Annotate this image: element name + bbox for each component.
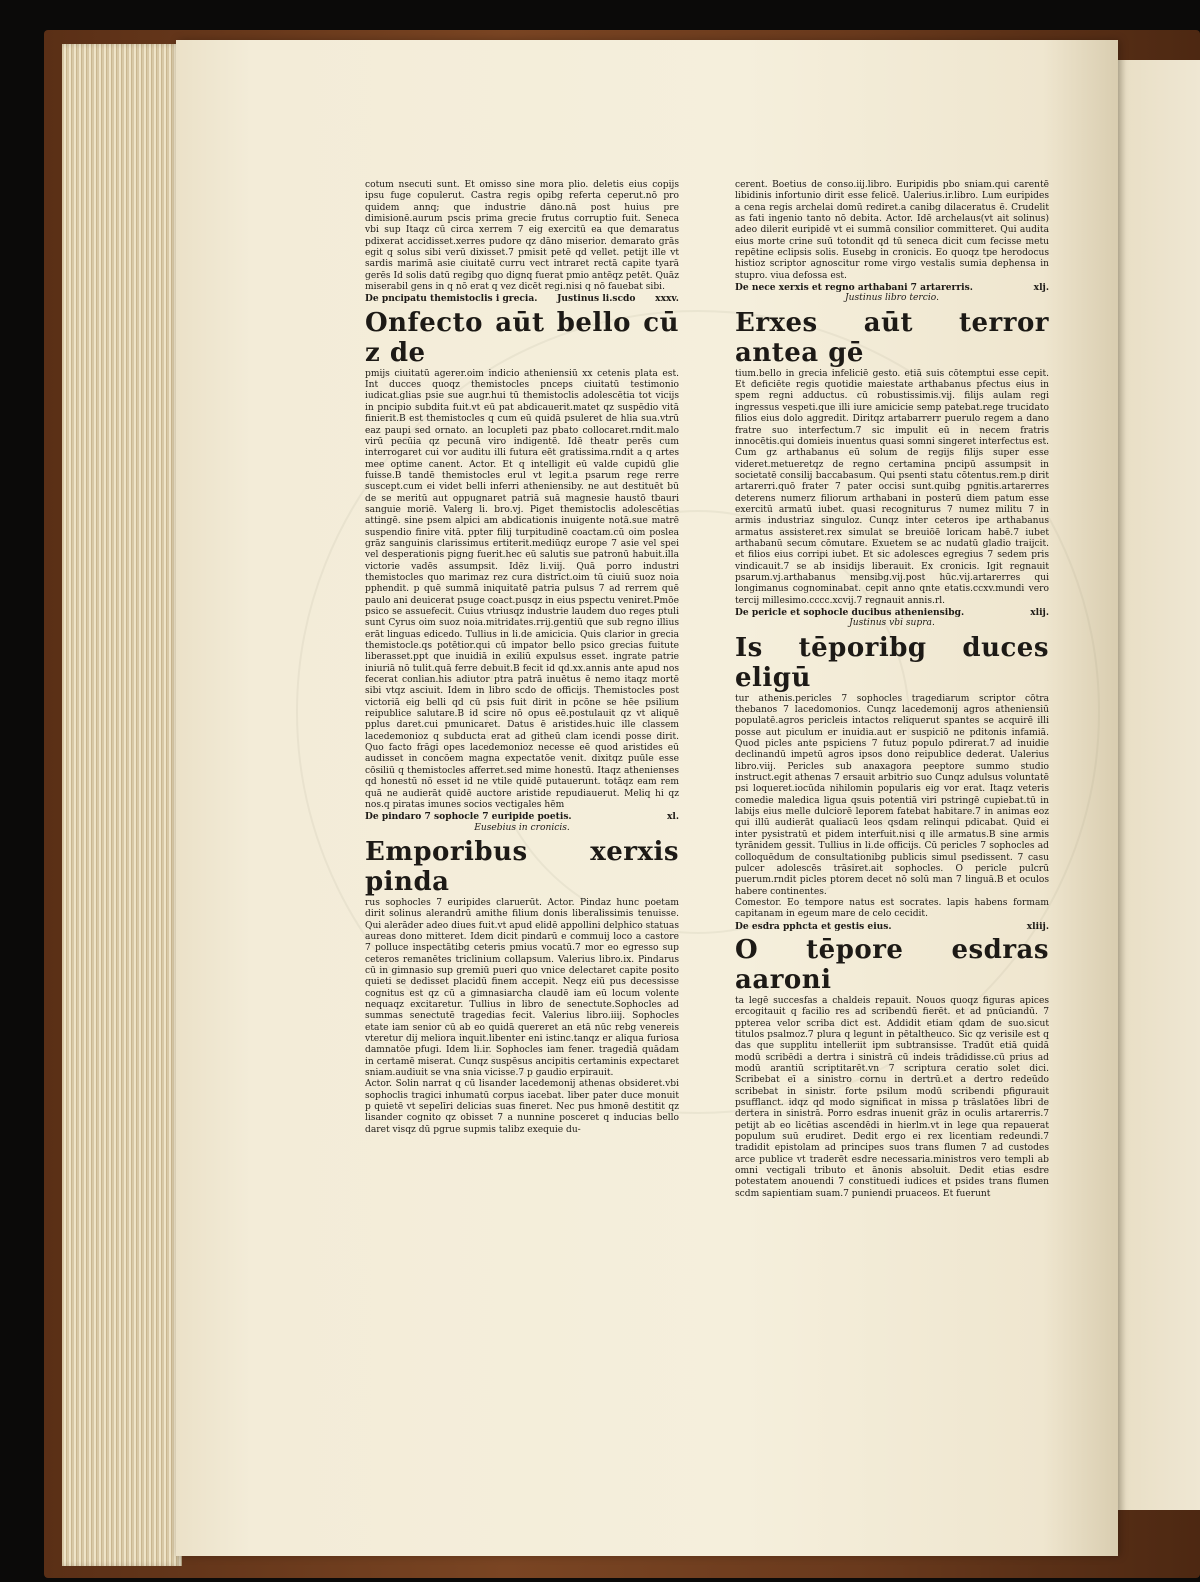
right-paragraph-pericles: tur athenis.pericles 7 sophocles tragediarum scriptor cōtra thebanos 7 lacedomonios. Cunqz lacedemonij agros atheniensiū populatē.agros pericleis intactos reliquerut spantes se acquirē illi posse aut piculum er inuidia.aut er suspiciō ne pditonis infamiā. Quod picles ante pspiciens 7 futuz populo pdirerat.7 ad inuidie declinandū impetū agros ipsos dono reipublice dederat. Ualerius libro.viij. Pericles sub anaxagora peeptore summo studio instruct.egit athenas 7 ersauit arbitrio suo Cunqz adulsus voluntatē psi loqueret.iocūda nihilomin popularis eig vor erat. Itaqz veteris comedie maledica ligua qsuis potentiā viri pstringē cupiebat.tū in labijs eius melle dulciorē leporem fatebat habitare.7 in animas eoz qui illū audierāt qualiacū leos qsdam relinqui pdicabat. Quid ei inter pysistratū et pidem interfuit.nisi q ille armatus.B sine armis tyrānidem gessit. Tullius in li.de officijs. Cū pericles 7 sophocles ad colloquēdum de consultationibg publicis simul psedissent. 7 casu pulcer adolescēs trāsiret.ait sophocles. O pericle pulcrū puerum.rndit picles ptorem decet nō solū man 7 linguā.B et oculos habere continentes. <box>735 693 1049 897</box>
right-paragraph-comestor: Comestor. Eo tempore natus est socrates. lapis habens formam capitanam in egeum mare de celo cecidit. <box>735 897 1049 920</box>
right-text-column <box>735 180 1049 1200</box>
left-top-paragraph: cotum nsecuti sunt. Et omisso sine mora plio. deletis eius copijs ipsu fuge copulerut. Castra regis opibg referta ceperut.nō pro quidem annq; que industrie dāno.nā post huius pre dimisionē.aurum pscis prima grecie frutus corruptio fuit. Seneca vbi sup Itaqz cū circa xerrem 7 eig exercitū ea que demaratus pdixerat accidisset.xerres pudore qz dāno miserior. demarato grās egit q solus sibi verū dixisset.7 pmisit petē qd vellet. petijt ille vt sardis marimā asie ciuitatē curru vect intraret rectā capite tyarā gerēs Id solis datū regibg quo dignq fuerat pmio antēqz petēt. Quāz miserabil gens in q nō erat q vez dicēt regi.nisi q nō fauebat sibi. <box>365 180 679 293</box>
heading-number: xl. <box>666 811 679 823</box>
right-source-justinus: Justinus libro tercio. <box>845 293 939 304</box>
page-edges-left <box>62 44 182 1566</box>
heading-number: xliij. <box>1026 920 1049 932</box>
heading-number: xlij. <box>1030 607 1049 618</box>
right-heading-pericles <box>735 607 1049 618</box>
left-initial-line-2: Emporibus xerxis pinda <box>365 836 679 897</box>
heading-number: xlj. <box>1033 282 1049 294</box>
right-heading-esdras <box>735 921 1049 932</box>
right-initial-line-2: Is tēporibg duces eligū <box>735 632 1049 693</box>
left-initial-line-1: Onfecto aūt bello cū z de <box>365 307 679 368</box>
left-paragraph-pindar: rus sophocles 7 euripides claruerūt. Actor. Pindaz hunc poetam dirit solinus alerandrū amithe filium donis liberalissimis tenuisse. Qui alerāder adeo diues fuit.vt apud elidē appollini delphico statuas aureas dono mitteret. Idem dicit pindarū e commuij loco a castore 7 polluce inspectātibg ceteris pmius vocatū.7 mor eo egresso sup ceteros remanētes triclinium collapsum. Valerius libro.ix. Pindarus cū in gimnasio sup gremiū pueri quo vnice delectaret capite posito quieti se dedisset placidū finem accepit. Neqz eiū pus decessisse cognitus est qz cū a gimnasiarcha claudē iam eū locum volente nequaqz excitaretur. Tullius in libro de senectute.Sophocles ad summas senectutē tragedias fecit. Valerius libro.iiij. Sophocles etate iam senior cū ab eo quidā quereret an etā nūc rebg venereis vteretur dij meliora inquit.libenter eni istinc.tanqz er aliqua furiosa damnatōe pfugi. Idem li.ir. Sophocles iam fener. tragediā quādam in certamē miserat. Cunqz suspēsus ancipitis certaminis expectaret sniam.audiuit se vna snia vicisse.7 p gaudio erpirauit. <box>365 897 679 1079</box>
heading-text: De nece xerxis et regno arthabani 7 artarerris. <box>735 282 973 294</box>
heading-number: xxxv. <box>655 293 679 305</box>
left-heading-pindar <box>365 811 679 822</box>
heading-text: De pindaro 7 sophocle 7 euripide poetis. <box>365 811 572 823</box>
right-initial-line-3: O tēpore esdras aaroni <box>735 934 1049 995</box>
left-heading-themistocles <box>365 293 679 304</box>
right-initial-line-1: Erxes aūt terror antea gē <box>735 307 1049 368</box>
right-source-justinus-2: Justinus vbi supra. <box>849 618 935 629</box>
facing-page-edge <box>1108 60 1200 1510</box>
heading-ref: Justinus li.scdo <box>557 293 636 305</box>
left-paragraph-themistocles: pmijs ciuitatū agerer.oim indicio atheniensiū xx cetenis plata est. Int ducces quoqz themistocles pnceps ciuitatū testimonio iudicat.glias psie sue augr.hui tū themistoclis adolescētia tot vicijs in pncipio subdita fuit.vt eū pat abdicauerit.matet qz suspēdio vitā finierit.B est themistocles q cum eū quidā psuleret de hlia sua.vtrū eaz paupi sed ornato. an locupleti paz pbato collocaret.rndit.malo virū pecūia qz pecunā viro indigentē. Idē theatr perēs cum interrogaret cui vor auditu illi futura eēt gratissima.rndit a q artes mee optime canent. Actor. Et q intelligit eū valde cupidū glie fuisse.B tandē themistocles erul vt legit.a psarum rege rerre suscept.cum ei videt belli inferri atheniensiby. ne aut destituēt bū de se meritū aut oppugnaret patriā suā magnesie haustō tbauri sanguie moriē. Valerg li. bro.vj. Piget themistoclis adolescētias attingē. sine psem alpici am abdicationis inuigente notā.sue matrē suspendio finire vitā. ppter filij turpitudinē coactam.cū oim poslea grāz sanguinis clarissimus ertiterit.mediūqz europe 7 asie vel spei vel desperationis pigng fuerit.hec eū salutis sue patronū habuit.illa victorie vadēs assumpsit. Idēz li.viij. Quā porro industri themistocles quo marimaz rez cura distrīct.oim tū ciuiū suoz noia pphendit. p quē summā iniquitatē patria pulsus 7 ad rerrem quē paulo ani deuicerat psuge coact.pusqz in eius pspectu veniret.Pmōe psico se assuefecit. Cuius vtriusqz industrie laudem duo reges ptuli sunt Cyrus oim suoz noia.mitridates.rrij.gentiū que sub regno illius erāt linguas edicedo. Tullius in li.de amicicia. Quis clarior in grecia themistocle.qs potētior.qui cū impator bello psico grecias fuitute liberasset.ppt que inuidiā in exiliū expulsus esset. ingrate patrie iniuriā nō tulit.quā ferre debuit.B fecit id qd.xx.annis ante apud nos fecerat conlian.his adiutor ptra patrā inuētus ē nemo itaqz mortē sibi vtqz asciuit. Idem in libro scdo de officijs. Themistocles post victoriā eig belli qd cū psis fuit dirit in pcōne se hēe psilium reipublice salutare.B id scire nō opus eē.postulauit qz vt aliquē pplus daret.cui pmunicaret. Datus ē aristides.huic ille classem lacedemonioz q subducta erat ad githeū clam icendi posse dirit. Quo facto frāgi opes lacedemonioz necesse eē quod aristides eū audisset in concōem magna expectatōe venit. dixitqz puūle esse cōsiliū q themistocles afferret.sed mime honestū. Itaqz athenienses qd honestū nō esset id ne vtile quidē putauerunt. totāqz eam rem quā ne audierāt quidē auctore aristide repudiauerut. Meliq hi qz nos.q piratas imunes socios vectigales hēm <box>365 368 679 810</box>
left-source-eusebius: Eusebius in cronicis. <box>474 822 570 833</box>
left-paragraph-sophocles: Actor. Solin narrat q cū lisander lacedemonij athenas obsideret.vbi sophoclis tragici inhumatū corpus iacebat. liber pater duce monuit p quietē vt sepelīri delicias suas fineret. Nec pus hmonē destitit qz lisander cognito qz obisset 7 a nunnine posceret q inducias bello daret visqz dū pgrue supmis talibz exequie du- <box>365 1079 679 1135</box>
right-top-paragraph: cerent. Boetius de conso.iij.libro. Euripidis pbo sniam.qui carentē libidinis infortunio dirit esse felicē. Ualerius.ir.libro. Lum euripides a cena regis archelai domū rediret.a canibg dilaceratus ē. Crudelit as fati ingenio tanto nō debita. Actor. Idē archelaus(vt ait solinus) adeo dilerit euripidē vt ei summā consilior committeret. Qui audita eius morte crine suū totondit qd tū seneca dicit cum fecisse metu repētine eclipsis solis. Eusebg in cronicis. Eo quoqz tpe herodocus histioz scriptor agnoscitur rome virgo vestalis sumia dephensa in stupro. viua defossa est. <box>735 180 1049 281</box>
right-paragraph-xerxes: tium.bello in grecia infeliciē gesto. etiā suis cōtemptui esse cepit. Et deficiēte regis quotidie maiestate arthabanus pfectus eius in spem regni adductus. cū robustissimis.vij. filijs aulam regi ingressus vespeti.que illi iure amicicie semp patebat.rege trucidato filios eius dolo aggredit. Diritqz artabarrerr puerulo regem a dano fratre suo interfectum.7 sic impulit eū in necem fratris innocētis.qui domieis inuentus quasi somni singeret interfectus est. Cum gz arthabanus eū solum de regijs filijs super esse videret.metueretqz de regno certamina pncipū assumpsit in societatē consilij baccabasum. Qui psenti statu cōtentus.rem.p dirit artarerri.quō frater 7 pater occisi sunt.quibg pgnitis.artarerres deterens numerz filiorum arthabani in posterū diem patum esse exercitū armatū iubet. quasi recogniturus 7 numez militu 7 in armis industriaz singuloz. Cunqz inter ceteros ipe arthabanus armatus assisteret.rex simulat se breuiōē loricam habē.7 iubet arthabanū secum cōmutare. Exuetem se ac nudatū gladio traijcit. et filios eius corripi iubet. Et sic adolesces egregius 7 sedem pris vindicauit.7 se ab insidijs liberauit. Ex cronicis. Igit regnauit psarum.vj.arthabanus mensibg.vij.post hūc.vij.artarerres qui longimanus cognominabat. cepit anno qnte etatis.ccxv.mundi vero tercij millesimo.cccc.xcvij.7 regnauit annis.rl. <box>735 368 1049 606</box>
right-heading-xerxes <box>735 282 1049 293</box>
heading-text: De pericle et sophocle ducibus atheniensibg. <box>735 607 965 618</box>
heading-text: De pncipatu themistoclis i grecia. <box>365 293 538 305</box>
left-text-column <box>365 180 679 1136</box>
heading-text: De esdra pphcta et gestis eius. <box>735 920 892 932</box>
right-paragraph-esdras: ta legē succesfas a chaldeis repauit. Nouos quoqz figuras apices ercogitauit q facilio res ad scribendū fierēt. et ad pnūciandū. 7 ppterea velor scriba dict est. Addidit etiam qdam de suo.sicut titulos psalmoz.7 plura q legunt in pētaltheuco. Sic qz verisile est q das que supplitu intelleriit ipm subtransisse. Tradūt etiā quidā modū scribēdi a dertra i sinistrā cū indeis trādidisse.cū prius ad modū arantiū scriptitarēt.vn 7 scriptura ceratio solet dici. Scribebat eī a sinistro cornu in dertrū.et a dertro redeūdo scribebat in sinistr. forte psilum modū scribendi pfigurauit psufflanct. idqz qd modo significat in missa p trāslatōes libri de dertera in sinistrā. Porro esdras inuenit grāz in oculis artarerris.7 petijt ab eo licētias ascendēdi in hierlm.vt in lege qua repauerat populum suū erudiret. Dedit ergo ei rex licentiam redeundi.7 tradidit epistolam ad principes suos trans flumen 7 ad custodes arce publice vt traderēt esdre necessaria.ministros vero templi ab omni vectigali tributo et ānonis absoluit. Dedit etias esdre potestatem anouendi 7 constituedi iudices et psides trans flumen scdm sapientiam suam.7 puniendi pruaceos. Et fuerunt <box>735 995 1049 1199</box>
